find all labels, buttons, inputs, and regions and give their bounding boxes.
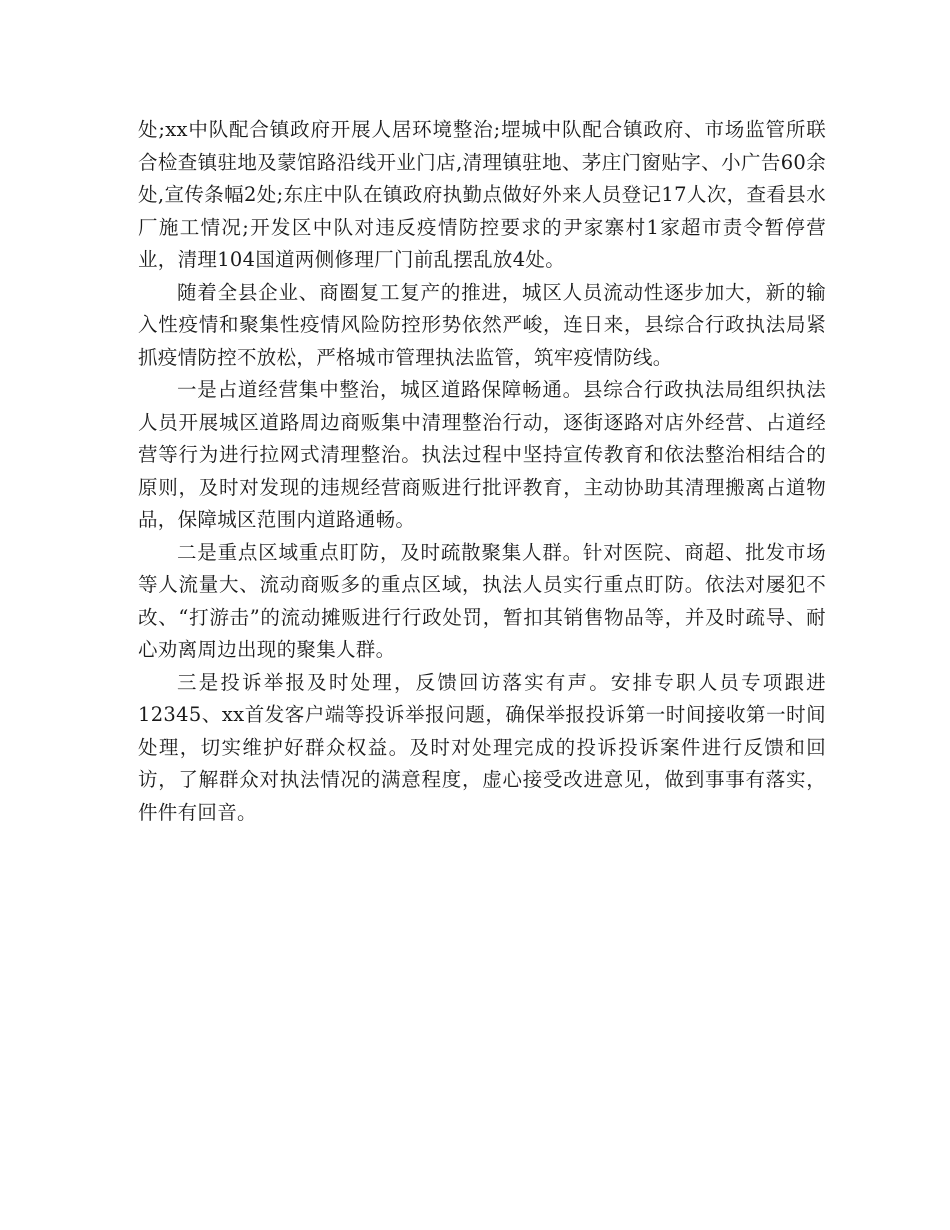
paragraph-continued: 处;xx中队配合镇政府开展人居环境整治;堽城中队配合镇政府、市场监管所联合检查镇驻地及蒙馆路沿线开业门店,清理镇驻地、茅庄门窗贴字、小广告60余处,宣传条幅2处;东庄中队在镇政府执勤点做好外来人员登记17人次，查看县水厂施工情况;开发区中队对违反疫情防控要求的尹家寨村1家超市责令暂停营业，清理104国道两侧修理厂门前乱摆乱放4处。: [138, 118, 826, 271]
paragraph-point-one: 一是占道经营集中整治，城区道路保障畅通。县综合行政执法局组织执法人员开展城区道路周边商贩集中清理整治行动，逐街逐路对店外经营、占道经营等行为进行拉网式清理整治。执法过程中坚持宣传教育和依法整治相结合的原则，及时对发现的违规经营商贩进行批评教育，主动协助其清理搬离占道物品，保障城区范围内道路通畅。: [138, 378, 826, 531]
paragraph-point-three: 三是投诉举报及时处理，反馈回访落实有声。安排专职人员专项跟进12345、xx首发客户端等投诉举报问题，确保举报投诉第一时间接收第一时间处理，切实维护好群众权益。及时对处理完成的投诉投诉案件进行反馈和回访，了解群众对执法情况的满意程度，虚心接受改进意见，做到事事有落实，件件有回音。: [138, 670, 826, 824]
document-body: [138, 114, 826, 829]
paragraph-intro: 随着全县企业、商圈复工复产的推进，城区人员流动性逐步加大，新的输入性疫情和聚集性疫情风险防控形势依然严峻，连日来，县综合行政执法局紧抓疫情防控不放松，严格城市管理执法监管，筑牢疫情防线。: [138, 280, 826, 369]
paragraph-point-two: 二是重点区域重点盯防，及时疏散聚集人群。针对医院、商超、批发市场等人流量大、流动商贩多的重点区域，执法人员实行重点盯防。依法对屡犯不改、“打游击”的流动摊贩进行行政处罚，暂扣其销售物品等，并及时疏导、耐心劝离周边出现的聚集人群。: [138, 540, 826, 661]
